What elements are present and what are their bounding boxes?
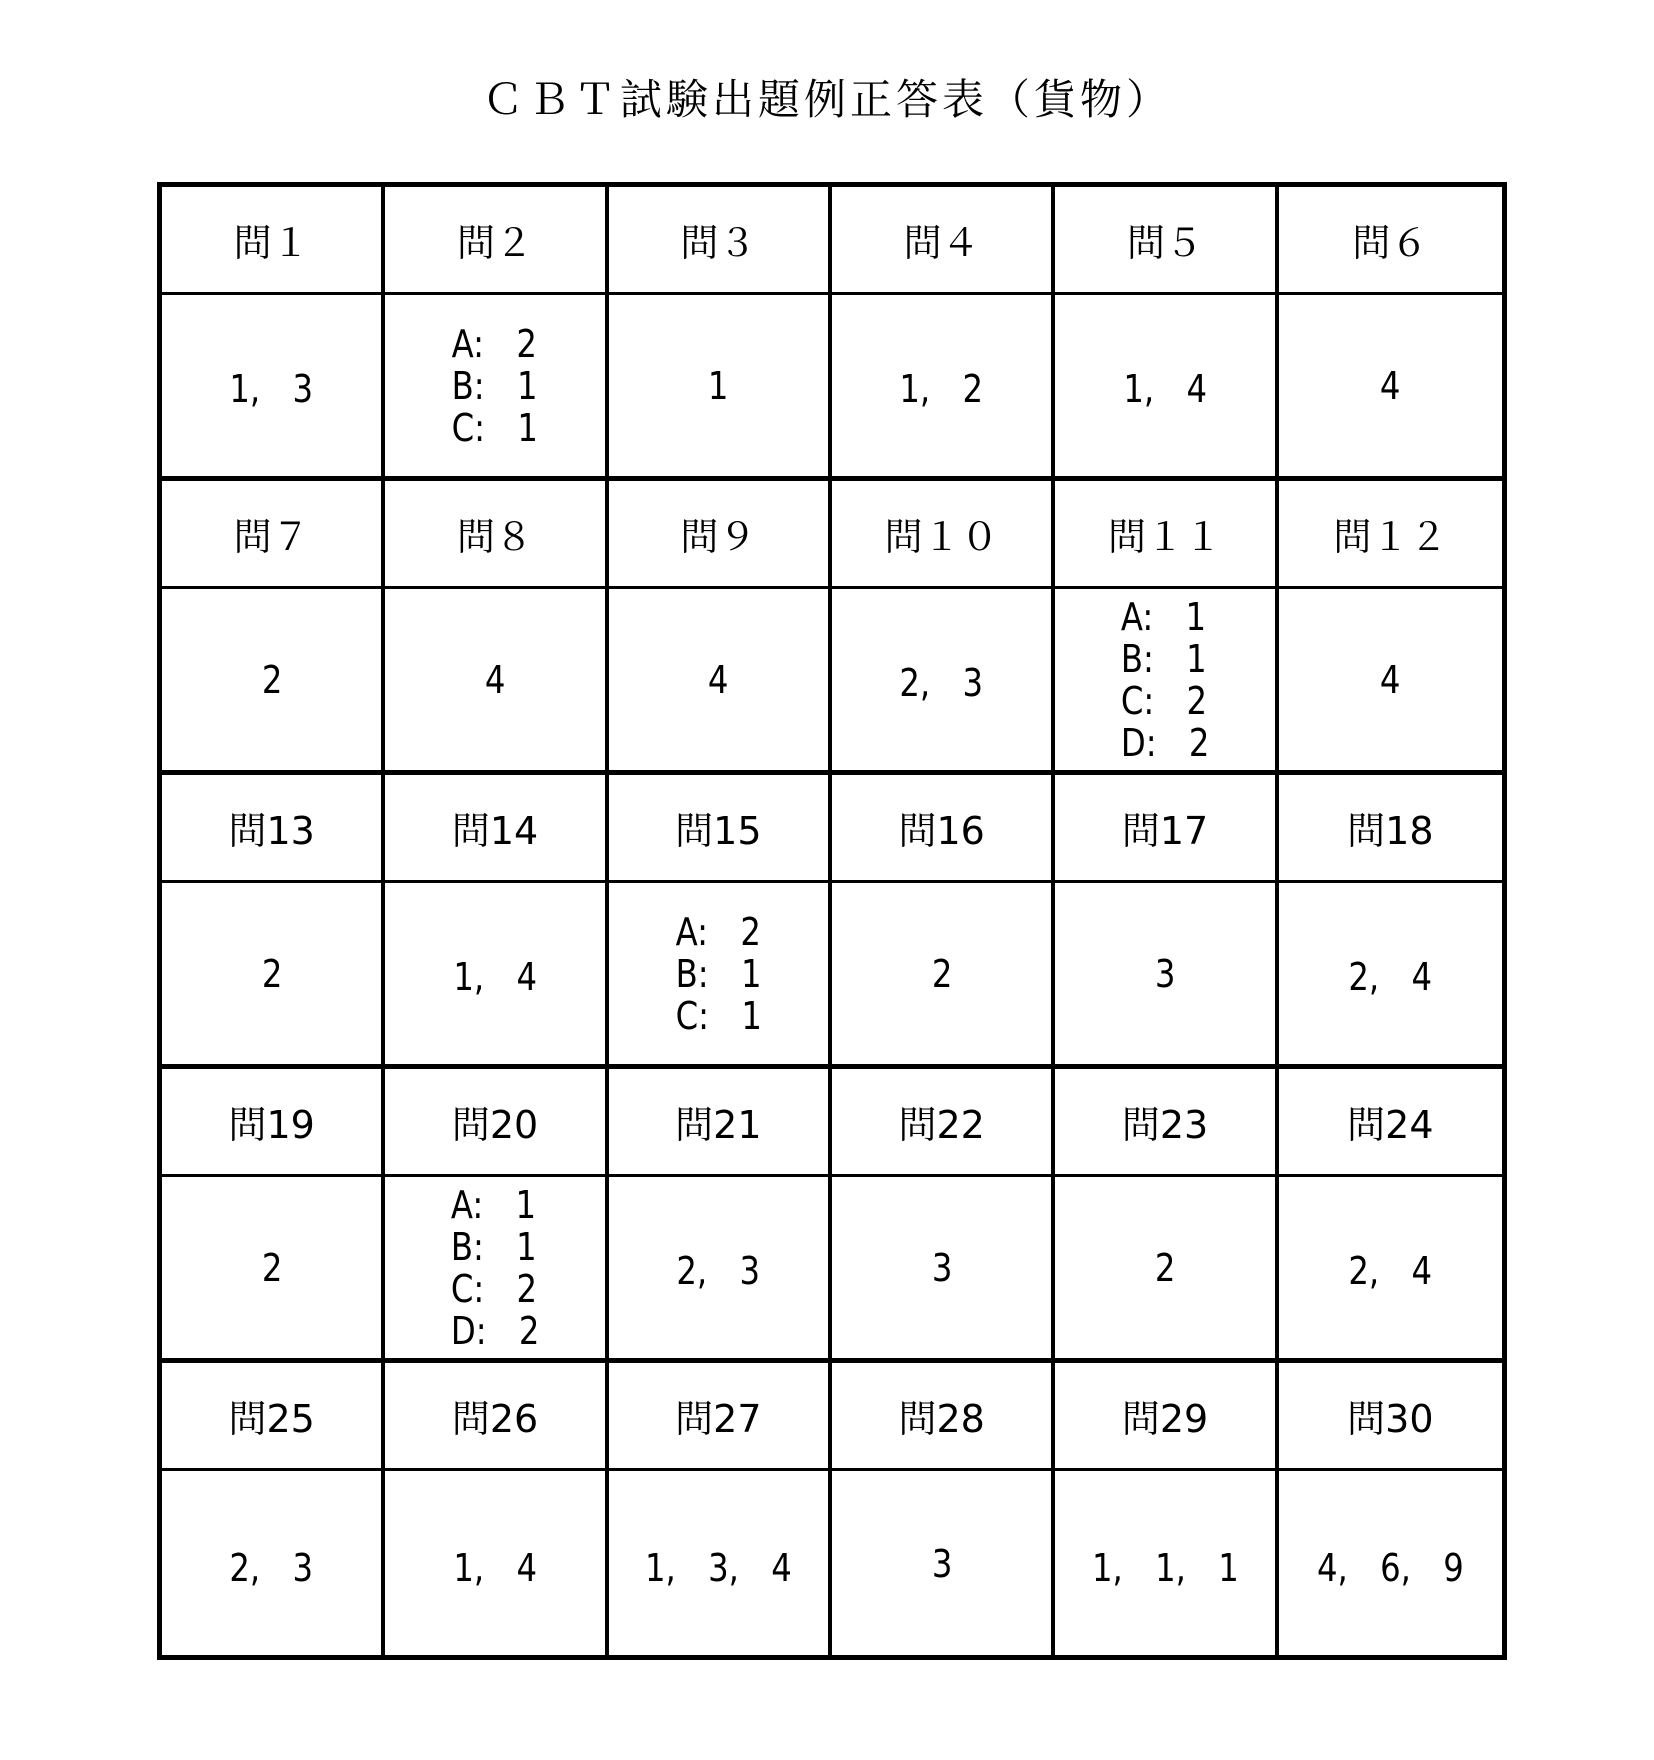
question-label-cell: [1055, 187, 1278, 295]
answer-cell: [832, 1471, 1055, 1657]
answer-line: 1, 2: [899, 367, 984, 411]
question-label: 問30: [1347, 1397, 1434, 1441]
answer-cell: [832, 589, 1055, 775]
answer-cell: [162, 883, 385, 1069]
answer-line: 3: [1154, 951, 1176, 996]
answer-line: A: 1: [450, 1182, 536, 1227]
question-label: 問21: [675, 1103, 762, 1147]
question-label-cell: [1279, 481, 1502, 589]
question-label-cell: [609, 187, 832, 295]
question-label-cell: [609, 775, 832, 883]
answer-line: 4: [1380, 363, 1401, 408]
answer-cell: [385, 589, 608, 775]
question-label: 問４: [903, 221, 980, 265]
question-label: 問７: [233, 515, 310, 559]
answer-value: [676, 1240, 760, 1295]
question-label: 問２: [456, 221, 533, 265]
answer-line: 1, 3, 4: [644, 1545, 792, 1590]
question-label-cell: [1279, 1069, 1502, 1177]
answer-line: 4: [484, 657, 506, 702]
answer-value: [261, 1246, 282, 1290]
answer-line: D: 2: [1120, 720, 1210, 765]
answer-cell: [1055, 589, 1278, 775]
question-label: 問18: [1347, 809, 1434, 853]
question-label-cell: [832, 481, 1055, 589]
answer-value: [1380, 658, 1401, 702]
answer-line: 2, 4: [1348, 955, 1433, 999]
answer-line: C: 2: [1120, 678, 1207, 723]
answer-line: B: 1: [450, 1224, 537, 1269]
answer-cell: [832, 883, 1055, 1069]
question-label-cell: [162, 1363, 385, 1471]
question-label-cell: [1055, 775, 1278, 883]
answer-line: 2: [261, 657, 282, 702]
question-label: 問19: [228, 1103, 315, 1147]
answer-line: 1, 3: [229, 367, 314, 411]
answer-value: [485, 658, 506, 702]
answer-cell: [385, 1177, 608, 1363]
answer-cell: [162, 1471, 385, 1657]
question-label-cell: [385, 187, 608, 295]
answer-line: C: 2: [450, 1266, 537, 1311]
answer-cell: [385, 295, 608, 481]
question-label: 問16: [898, 809, 985, 853]
answer-line: 4: [708, 657, 729, 702]
question-label: 問20: [451, 1103, 539, 1147]
question-label: 問17: [1121, 809, 1209, 853]
answer-value: [230, 1537, 314, 1592]
answer-line: 4: [1380, 657, 1401, 702]
answer-line: 2: [261, 1245, 282, 1290]
answer-line: 1: [708, 363, 729, 408]
answer-cell: [609, 589, 832, 775]
question-label: 問14: [451, 809, 539, 853]
answer-value: [931, 952, 952, 996]
answer-cell: [1279, 1471, 1502, 1657]
answer-cell: [1055, 1177, 1278, 1363]
answer-line: 2: [261, 951, 282, 996]
answer-line: 2, 4: [1348, 1249, 1433, 1293]
question-label: 問８: [456, 515, 533, 559]
question-label: 問24: [1347, 1103, 1434, 1147]
answer-cell: [609, 295, 832, 481]
answer-line: B: 1: [451, 363, 538, 408]
answer-cell: [609, 1471, 832, 1657]
question-label-cell: [1279, 187, 1502, 295]
question-label: 問27: [675, 1397, 762, 1441]
answer-value: [645, 1537, 792, 1592]
answer-value: [1123, 358, 1207, 413]
answer-line: 2, 3: [229, 1545, 314, 1590]
question-label: 問９: [680, 515, 757, 559]
question-label: 問29: [1121, 1397, 1209, 1441]
answer-value: [261, 658, 282, 702]
question-label-cell: [832, 1069, 1055, 1177]
answer-cell: [385, 1471, 608, 1657]
question-label-cell: [1279, 775, 1502, 883]
question-label: 問１２: [1333, 515, 1448, 559]
answer-value: [708, 364, 729, 408]
question-label: 問13: [228, 809, 315, 853]
answer-line: 1, 4: [1123, 367, 1207, 411]
answer-cell: [832, 295, 1055, 481]
answer-value: [453, 946, 537, 1001]
answer-cell: [1055, 1471, 1278, 1657]
question-label-cell: [385, 481, 608, 589]
question-label: 問26: [451, 1397, 539, 1441]
answer-line: 1, 1, 1: [1091, 1545, 1239, 1590]
answer-value: [1155, 1246, 1176, 1290]
answer-cell: [609, 1177, 832, 1363]
answer-value: [453, 1537, 537, 1592]
answer-line: B: 1: [675, 951, 762, 996]
answer-value: [708, 658, 729, 702]
question-label-cell: [609, 1363, 832, 1471]
question-label-cell: [385, 1363, 608, 1471]
answer-cell: [162, 1177, 385, 1363]
question-label-cell: [832, 775, 1055, 883]
answer-value: [675, 911, 761, 1037]
answer-value: [261, 952, 282, 996]
question-label: 問５: [1126, 221, 1203, 265]
answer-line: 3: [931, 1542, 952, 1586]
answer-line: 2: [931, 951, 952, 996]
answer-line: 3: [931, 1245, 952, 1290]
question-label: 問15: [675, 809, 762, 853]
question-label: 問６: [1352, 221, 1429, 265]
answer-cell: [162, 589, 385, 775]
answer-cell: [832, 1177, 1055, 1363]
answer-cell: [1055, 295, 1278, 481]
question-label-cell: [162, 775, 385, 883]
question-label-cell: [162, 481, 385, 589]
answer-line: 4, 6, 9: [1316, 1545, 1464, 1590]
question-label: 問23: [1121, 1103, 1209, 1147]
answer-line: D: 2: [450, 1308, 540, 1353]
question-label: 問１１: [1107, 515, 1222, 559]
answer-line: 1, 4: [453, 955, 537, 999]
question-label: 問28: [898, 1397, 985, 1441]
question-label: 問１０: [884, 515, 999, 559]
question-label-cell: [832, 1363, 1055, 1471]
answer-line: 2: [1154, 1245, 1176, 1290]
answer-value: [900, 652, 984, 707]
answer-value: [900, 358, 984, 413]
answer-value: [451, 1184, 540, 1352]
question-label-cell: [162, 187, 385, 295]
answer-cell: [162, 295, 385, 481]
question-label-cell: [609, 481, 832, 589]
question-label-cell: [162, 1069, 385, 1177]
question-label-cell: [832, 187, 1055, 295]
answer-value: [931, 1542, 952, 1586]
question-label-cell: [1055, 1069, 1278, 1177]
answer-value: [1348, 1240, 1432, 1295]
answer-cell: [1055, 883, 1278, 1069]
answer-line: A: 2: [675, 909, 761, 954]
question-label-cell: [385, 775, 608, 883]
answer-line: 2, 3: [676, 1249, 761, 1293]
answer-line: 2, 3: [899, 661, 984, 705]
answer-line: A: 2: [451, 321, 538, 366]
answer-cell: [1279, 589, 1502, 775]
answer-value: [1121, 596, 1210, 764]
answer-cell: [609, 883, 832, 1069]
answer-value: [1092, 1537, 1239, 1592]
answer-line: C: 1: [451, 405, 539, 450]
answer-value: [1155, 952, 1176, 996]
question-label: 問１: [233, 221, 310, 265]
answer-line: A: 1: [1120, 594, 1206, 639]
answer-value: [230, 358, 314, 413]
question-label-cell: [1055, 1363, 1278, 1471]
question-label-cell: [385, 1069, 608, 1177]
question-label: 問３: [680, 221, 757, 265]
answer-table: [157, 182, 1507, 1660]
question-label: 問25: [228, 1397, 315, 1441]
question-label: 問22: [898, 1103, 985, 1147]
answer-value: [931, 1246, 952, 1290]
answer-cell: [1279, 1177, 1502, 1363]
question-label-cell: [609, 1069, 832, 1177]
answer-cell: [385, 883, 608, 1069]
answer-value: [1317, 1537, 1464, 1592]
question-label-cell: [1279, 1363, 1502, 1471]
answer-cell: [1279, 295, 1502, 481]
answer-value: [1380, 364, 1401, 408]
answer-value: [452, 323, 538, 449]
answer-line: B: 1: [1120, 636, 1207, 681]
page-title: ＣＢＴ試験出題例正答表（貨物）: [481, 75, 1172, 124]
answer-line: 1, 4: [453, 1545, 537, 1590]
answer-line: C: 1: [675, 993, 762, 1038]
answer-value: [1348, 946, 1432, 1001]
answer-cell: [1279, 883, 1502, 1069]
question-label-cell: [1055, 481, 1278, 589]
